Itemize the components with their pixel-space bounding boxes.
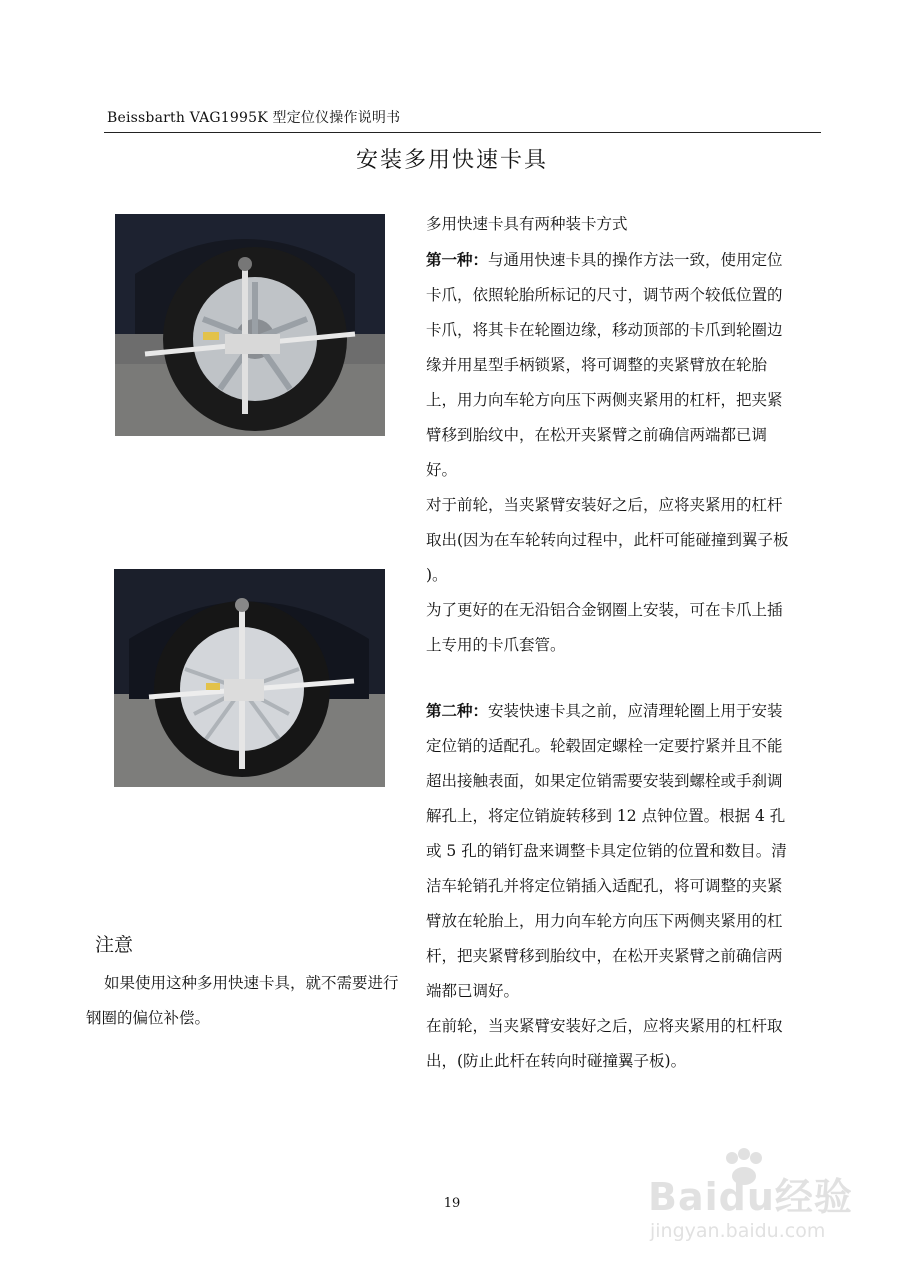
method-one-section [426,207,796,663]
method-two-label: 第二种： [426,701,489,720]
method-two-paragraph [426,693,796,1009]
watermark-url: jingyan.baidu.com [650,1220,826,1242]
wheel-clamp-photo-2 [114,569,385,787]
note-title: 注意 [95,934,134,956]
header-divider [104,132,821,133]
method-one-paragraph [426,242,796,488]
method-one-front-wheel: 对于前轮，当夹紧臂安装好之后，应将夹紧用的杠杆取出(因为在车轮转向过程中，此杆可能碰撞到翼子板 )。 [426,496,789,584]
baidu-watermark [646,1148,866,1258]
method-two-front-wheel: 在前轮，当夹紧臂安装好之后，应将夹紧用的杠杆取出，(防止此杆在转向时碰撞翼子板)。 [426,1017,783,1070]
method-one-text: 与通用快速卡具的操作方法一致，使用定位卡爪，依照轮胎所标记的尺寸，调节两个较低位置的卡爪，将其卡在轮圈边缘，移动顶部的卡爪到轮圈边缘并用星型手柄锁紧，将可调整的夹紧臂放在轮胎上，用力向车轮方向压下两侧夹紧用的杠杆，把夹紧臂移到胎纹中，在松开夹紧臂之前确信两端都已调好。 [426,251,783,479]
method-two-text: 安装快速卡具之前，应清理轮圈上用于安装定位销的适配孔。轮毂固定螺栓一定要拧紧并且不能超出接触表面，如果定位销需要安装到螺栓或手刹调解孔上，将定位销旋转移到 12 点钟位置。根据 4 孔或 5 孔的销钉盘来调整卡具定位销的位置和数目。清洁车轮销孔并将定位销插入适配孔，将可调整的夹紧臂放在轮胎上，用力向车轮方向压下两侧夹紧用的杠杆，把夹紧臂移到胎纹中，在松开夹紧臂之前确信两端都已调好。 [426,702,787,1000]
page-title: 安装多用快速卡具 [355,148,548,173]
method-two-section [426,693,796,1079]
method-one-alloy-tip: 为了更好的在无沿铝合金钢圈上安装，可在卡爪上插上专用的卡爪套管。 [426,601,783,654]
method-one-label: 第一种： [426,250,489,269]
running-header: Beissbarth VAG1995K 型定位仪操作说明书 [107,110,401,126]
method-intro: 多用快速卡具有两种装卡方式 [426,215,628,233]
note-text: 如果使用这种多用快速卡具，就不需要进行钢圈的偏位补偿。 [86,974,399,1027]
wheel-clamp-photo-1 [115,214,385,436]
watermark-brand: Baidu经验 [648,1175,853,1219]
page-number: 19 [443,1196,461,1211]
